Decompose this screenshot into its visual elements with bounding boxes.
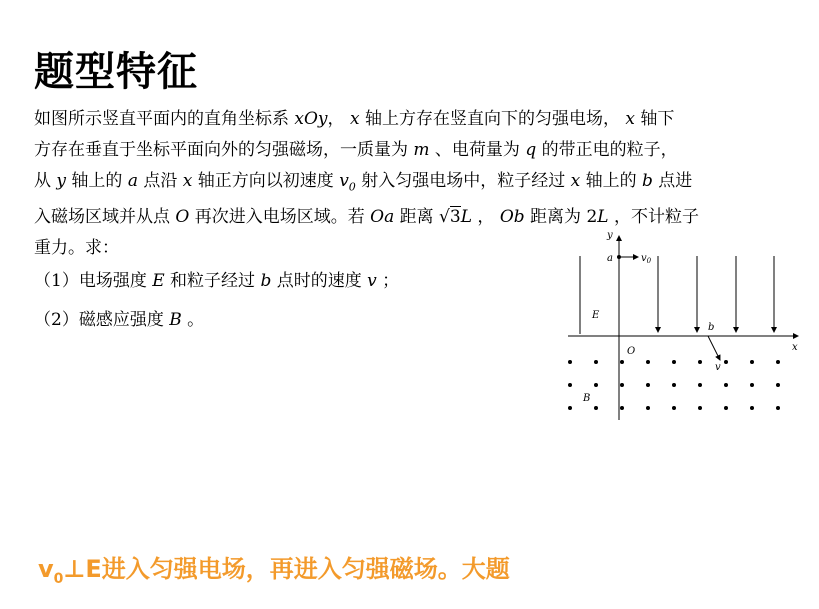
origin-label: O xyxy=(627,346,636,357)
text-segment: 的带正电的粒子， xyxy=(536,140,678,160)
text-segment: q xyxy=(525,140,537,160)
v0-label: $v_0$ xyxy=(641,253,652,265)
text-segment: 、电荷量为 xyxy=(429,140,526,160)
text-segment: 重力。求： xyxy=(34,238,119,259)
text-segment: L xyxy=(597,207,609,228)
text-segment: v xyxy=(367,271,377,291)
question-1 xyxy=(34,266,399,291)
text-segment: ， xyxy=(327,109,350,129)
text-segment: B xyxy=(169,310,182,330)
text-segment: 和粒子经过 xyxy=(164,271,261,291)
x-axis-label: x xyxy=(792,342,798,353)
text-segment: ，不计粒子 xyxy=(608,207,699,228)
text-segment: 入磁场区域并从点 xyxy=(34,207,176,228)
text-segment: x xyxy=(570,171,581,191)
text-segment: b xyxy=(642,171,653,191)
point-a-label: a xyxy=(607,253,613,264)
text-segment: E xyxy=(152,271,165,291)
problem-line xyxy=(34,166,804,202)
text-segment: b xyxy=(260,271,272,291)
text-segment: L xyxy=(460,207,473,228)
text-segment: 再次进入电场区域。若 xyxy=(189,207,371,228)
text-segment: ， xyxy=(472,207,500,228)
text-segment: ； xyxy=(376,271,400,291)
text-segment: 如图所示竖直平面内的直角坐标系 xyxy=(34,109,295,129)
text-segment: Oa xyxy=(370,207,395,228)
y-axis-label: y xyxy=(607,230,613,241)
text-segment: 轴下 xyxy=(634,109,675,129)
field-b-label: B xyxy=(583,393,591,404)
text-segment: Ob xyxy=(499,207,525,228)
problem-line xyxy=(34,135,804,166)
text-segment: 射入匀强电场中，粒子经过 xyxy=(355,171,571,191)
radical-sign: √ xyxy=(439,207,450,228)
text-segment: xOy xyxy=(294,109,328,129)
text-segment: m xyxy=(413,140,430,160)
text-segment: √3 xyxy=(439,207,461,228)
text-segment: 点沿 xyxy=(137,171,183,191)
velocity-v-label: v xyxy=(715,362,721,373)
question-2 xyxy=(34,305,204,330)
point-a-marker xyxy=(617,255,621,259)
text-segment: x xyxy=(182,171,193,191)
text-segment: 轴上的 xyxy=(580,171,643,191)
text-segment: a xyxy=(127,171,138,191)
velocity-at-b-arrow xyxy=(708,336,720,360)
text-segment: 轴正方向以初速度 xyxy=(192,171,340,191)
text-segment: 0 xyxy=(348,180,356,194)
text-segment: v xyxy=(339,171,349,191)
text-segment: 距离 xyxy=(394,207,440,228)
text-segment: 轴上方存在竖直向下的匀强电场， xyxy=(359,109,626,129)
electric-field-lines xyxy=(580,256,774,334)
point-b-label: b xyxy=(708,322,715,333)
text-segment: x xyxy=(349,109,360,129)
text-segment: x xyxy=(625,109,635,129)
text-segment: 方存在垂直于坐标平面向外的匀强磁场，一质量为 xyxy=(34,140,414,160)
magnetic-field-dots xyxy=(568,360,780,410)
field-e-label: E xyxy=(592,310,600,321)
physics-diagram xyxy=(552,224,804,424)
text-segment: 点时的速度 xyxy=(271,271,368,291)
footer-summary: $v_0\perp E$进入匀强电场，再进入匀强磁场。大题 xyxy=(38,555,510,587)
text-segment: 从 xyxy=(34,171,57,191)
text-segment: （2）磁感应强度 xyxy=(34,310,170,330)
text-segment: 距离为 2 xyxy=(524,207,598,228)
text-segment: O xyxy=(175,207,190,228)
text-segment: 点进 xyxy=(652,171,693,191)
text-segment: 轴上的 xyxy=(66,171,128,191)
text-segment: 。 xyxy=(181,310,205,330)
problem-line xyxy=(34,104,804,135)
text-segment: y xyxy=(56,171,67,191)
text-segment: （1）电场强度 xyxy=(34,271,153,291)
slide-title: 题型特征 xyxy=(34,49,198,95)
